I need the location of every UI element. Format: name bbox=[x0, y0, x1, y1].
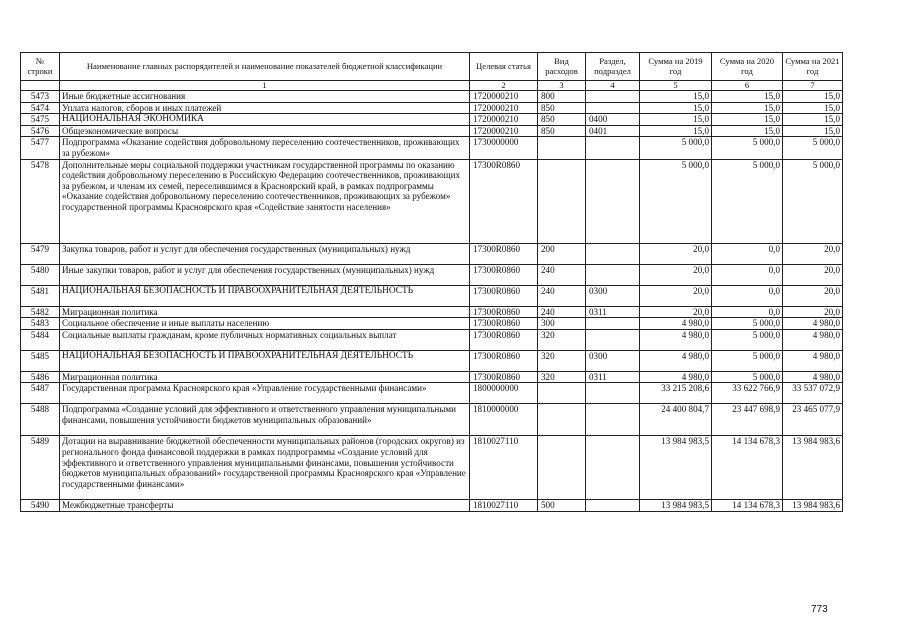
header-num bbox=[21, 53, 60, 81]
table-row bbox=[21, 264, 843, 285]
header-sum-2020-label: Сумма на 2020 год bbox=[719, 55, 775, 76]
row-expense-type: 320 bbox=[538, 371, 586, 383]
row-sum-2020: 5 000,0 bbox=[712, 350, 783, 371]
row-target-code: 17300R0860 bbox=[470, 243, 538, 264]
row-sum-2019: 20,0 bbox=[640, 243, 712, 264]
header-sum-2021-label: Сумма на 2021 год bbox=[785, 55, 840, 76]
row-name: Уплата налогов, сборов и иных платежей bbox=[60, 102, 470, 114]
table-row bbox=[21, 243, 843, 264]
table-row bbox=[21, 137, 843, 159]
header-name-label: Наименование главных распорядителей и наименование показателей бюджетной классификации bbox=[86, 60, 443, 71]
row-name: НАЦИОНАЛЬНАЯ БЕЗОПАСНОСТЬ И ПРАВООХРАНИТЕЛЬНАЯ ДЕЯТЕЛЬНОСТЬ bbox=[60, 285, 470, 306]
row-number: 5482 bbox=[21, 306, 60, 318]
header-num-label: № строки bbox=[27, 55, 53, 76]
header-sum-2019 bbox=[640, 53, 712, 81]
table-row bbox=[21, 102, 843, 114]
row-sum-2021: 13 984 983,6 bbox=[783, 500, 843, 512]
row-expense-type: 200 bbox=[538, 243, 586, 264]
header-razd-label: Раздел, подраздел bbox=[594, 55, 631, 76]
table-row bbox=[21, 383, 843, 404]
row-sum-2019: 13 984 983,5 bbox=[640, 500, 712, 512]
row-sum-2021: 33 537 072,9 bbox=[783, 383, 843, 404]
row-target-code: 17300R0860 bbox=[470, 306, 538, 318]
row-section: 0311 bbox=[586, 306, 640, 318]
column-index-cell bbox=[21, 81, 60, 91]
row-sum-2019: 15,0 bbox=[640, 114, 712, 126]
header-vid bbox=[538, 53, 586, 81]
row-number: 5474 bbox=[21, 102, 60, 114]
column-index-cell: 1 bbox=[60, 81, 470, 91]
row-sum-2019: 20,0 bbox=[640, 264, 712, 285]
row-name: НАЦИОНАЛЬНАЯ БЕЗОПАСНОСТЬ И ПРАВООХРАНИТЕЛЬНАЯ ДЕЯТЕЛЬНОСТЬ bbox=[60, 350, 470, 371]
row-sum-2019: 15,0 bbox=[640, 125, 712, 137]
row-sum-2021: 15,0 bbox=[783, 91, 843, 103]
row-expense-type: 850 bbox=[538, 114, 586, 126]
table-body bbox=[21, 91, 843, 512]
row-target-code: 17300R0860 bbox=[470, 285, 538, 306]
row-sum-2020: 0,0 bbox=[712, 243, 783, 264]
row-number: 5489 bbox=[21, 436, 60, 500]
column-index-cell: 5 bbox=[640, 81, 712, 91]
row-sum-2020: 5 000,0 bbox=[712, 137, 783, 159]
row-sum-2020: 15,0 bbox=[712, 102, 783, 114]
row-section: 0400 bbox=[586, 114, 640, 126]
table-row bbox=[21, 306, 843, 318]
row-expense-type: 500 bbox=[538, 500, 586, 512]
row-name: Общеэкономические вопросы bbox=[60, 125, 470, 137]
row-target-code: 17300R0860 bbox=[470, 350, 538, 371]
column-index-cell: 2 bbox=[470, 81, 538, 91]
row-section bbox=[586, 264, 640, 285]
row-sum-2020: 5 000,0 bbox=[712, 329, 783, 350]
header-code bbox=[470, 53, 538, 81]
column-index-cell: 4 bbox=[586, 81, 640, 91]
row-sum-2020: 23 447 698,9 bbox=[712, 404, 783, 436]
row-expense-type bbox=[538, 404, 586, 436]
row-expense-type: 240 bbox=[538, 264, 586, 285]
row-sum-2021: 15,0 bbox=[783, 125, 843, 137]
row-sum-2019: 4 980,0 bbox=[640, 371, 712, 383]
row-sum-2021: 13 984 983,6 bbox=[783, 436, 843, 500]
row-section: 0300 bbox=[586, 285, 640, 306]
row-section bbox=[586, 318, 640, 330]
row-expense-type: 300 bbox=[538, 318, 586, 330]
row-sum-2020: 0,0 bbox=[712, 306, 783, 318]
row-sum-2020: 0,0 bbox=[712, 285, 783, 306]
row-sum-2019: 33 215 208,6 bbox=[640, 383, 712, 404]
row-expense-type bbox=[538, 383, 586, 404]
row-expense-type: 240 bbox=[538, 306, 586, 318]
row-sum-2021: 5 000,0 bbox=[783, 159, 843, 243]
row-name: Подпрограмма «Оказание содействия добровольному переселению соотечественников, проживающих за рубежом» bbox=[60, 137, 470, 159]
row-section: 0311 bbox=[586, 371, 640, 383]
row-expense-type: 850 bbox=[538, 102, 586, 114]
row-name: Миграционная политика bbox=[60, 371, 470, 383]
row-sum-2019: 15,0 bbox=[640, 91, 712, 103]
row-number: 5476 bbox=[21, 125, 60, 137]
row-name: Дополнительные меры социальной поддержки участникам государственной программы по оказанию содействия добровольному переселению в Российскую Федерацию соотечественников, проживающих за рубежом, и членам их семей, переселившимся в Красноярский край, в рамках подпрограммы «Оказание содействия добровольному переселению соотечественников, проживающих за рубежом» государственной программы Красноярского края «Содействие занятости населения» bbox=[60, 159, 470, 243]
row-number: 5484 bbox=[21, 329, 60, 350]
table-row bbox=[21, 371, 843, 383]
row-sum-2019: 4 980,0 bbox=[640, 329, 712, 350]
row-target-code: 1730000000 bbox=[470, 137, 538, 159]
row-sum-2020: 33 622 766,9 bbox=[712, 383, 783, 404]
row-section bbox=[586, 91, 640, 103]
row-number: 5478 bbox=[21, 159, 60, 243]
row-number: 5486 bbox=[21, 371, 60, 383]
row-sum-2019: 4 980,0 bbox=[640, 318, 712, 330]
row-section: 0401 bbox=[586, 125, 640, 137]
row-target-code: 17300R0860 bbox=[470, 159, 538, 243]
row-sum-2020: 15,0 bbox=[712, 125, 783, 137]
row-target-code: 1810027110 bbox=[470, 500, 538, 512]
row-name: Государственная программа Красноярского края «Управление государственными финансами» bbox=[60, 383, 470, 404]
row-section bbox=[586, 383, 640, 404]
row-name: Социальные выплаты гражданам, кроме публичных нормативных социальных выплат bbox=[60, 329, 470, 350]
row-name: НАЦИОНАЛЬНАЯ ЭКОНОМИКА bbox=[60, 114, 470, 126]
row-sum-2021: 20,0 bbox=[783, 285, 843, 306]
row-sum-2020: 14 134 678,3 bbox=[712, 500, 783, 512]
table-row bbox=[21, 318, 843, 330]
row-expense-type bbox=[538, 436, 586, 500]
row-sum-2019: 5 000,0 bbox=[640, 159, 712, 243]
row-sum-2020: 5 000,0 bbox=[712, 159, 783, 243]
table-row bbox=[21, 500, 843, 512]
column-index-cell: 6 bbox=[712, 81, 783, 91]
header-vid-label: Вид расходов bbox=[545, 55, 578, 76]
row-target-code: 1810027110 bbox=[470, 436, 538, 500]
row-section bbox=[586, 243, 640, 264]
row-number: 5479 bbox=[21, 243, 60, 264]
row-section bbox=[586, 404, 640, 436]
row-sum-2019: 15,0 bbox=[640, 102, 712, 114]
row-section bbox=[586, 137, 640, 159]
row-target-code: 17300R0860 bbox=[470, 371, 538, 383]
header-razd bbox=[586, 53, 640, 81]
row-number: 5487 bbox=[21, 383, 60, 404]
row-name: Подпрограмма «Создание условий для эффективного и ответственного управления муниципальными финансами, повышения устойчивости бюджетов муниципальных образований» bbox=[60, 404, 470, 436]
row-target-code: 17300R0860 bbox=[470, 318, 538, 330]
row-target-code: 1720000210 bbox=[470, 125, 538, 137]
row-sum-2021: 20,0 bbox=[783, 264, 843, 285]
row-target-code: 1810000000 bbox=[470, 404, 538, 436]
header-sum-2019-label: Сумма на 2019 год bbox=[648, 55, 703, 76]
table-row bbox=[21, 404, 843, 436]
row-sum-2019: 5 000,0 bbox=[640, 137, 712, 159]
row-expense-type bbox=[538, 159, 586, 243]
header-sum-2021 bbox=[783, 53, 843, 81]
row-number: 5488 bbox=[21, 404, 60, 436]
table-row bbox=[21, 329, 843, 350]
row-sum-2021: 23 465 077,9 bbox=[783, 404, 843, 436]
row-sum-2021: 4 980,0 bbox=[783, 350, 843, 371]
row-sum-2021: 15,0 bbox=[783, 114, 843, 126]
row-number: 5483 bbox=[21, 318, 60, 330]
table-row bbox=[21, 436, 843, 500]
row-section bbox=[586, 159, 640, 243]
row-name: Дотации на выравнивание бюджетной обеспеченности муниципальных районов (городских округов) из регионального фонда финансовой поддержки в рамках подпрограммы «Создание условий для эффективного и ответственного управления муниципальными финансами, повышения устойчивости бюджетов муниципальных образований» государственной программы Красноярского края «Управление государственными финансами» bbox=[60, 436, 470, 500]
row-expense-type: 320 bbox=[538, 350, 586, 371]
row-sum-2021: 4 980,0 bbox=[783, 329, 843, 350]
row-target-code: 1720000210 bbox=[470, 114, 538, 126]
row-section: 0300 bbox=[586, 350, 640, 371]
table-row bbox=[21, 350, 843, 371]
row-section bbox=[586, 436, 640, 500]
row-name: Межбюджетные трансферты bbox=[60, 500, 470, 512]
row-target-code: 1720000210 bbox=[470, 91, 538, 103]
header-name bbox=[60, 53, 470, 81]
row-sum-2020: 14 134 678,3 bbox=[712, 436, 783, 500]
row-name: Миграционная политика bbox=[60, 306, 470, 318]
row-expense-type: 850 bbox=[538, 125, 586, 137]
row-name: Иные бюджетные ассигнования bbox=[60, 91, 470, 103]
row-number: 5480 bbox=[21, 264, 60, 285]
row-sum-2021: 20,0 bbox=[783, 306, 843, 318]
row-expense-type: 320 bbox=[538, 329, 586, 350]
row-name: Социальное обеспечение и иные выплаты населению bbox=[60, 318, 470, 330]
row-number: 5473 bbox=[21, 91, 60, 103]
row-expense-type bbox=[538, 137, 586, 159]
column-index-cell: 3 bbox=[538, 81, 586, 91]
row-sum-2021: 5 000,0 bbox=[783, 137, 843, 159]
header-row bbox=[21, 53, 843, 81]
row-expense-type: 240 bbox=[538, 285, 586, 306]
row-section bbox=[586, 500, 640, 512]
row-sum-2021: 15,0 bbox=[783, 102, 843, 114]
row-sum-2019: 20,0 bbox=[640, 306, 712, 318]
page-number: 773 bbox=[811, 604, 828, 615]
row-number: 5477 bbox=[21, 137, 60, 159]
row-number: 5481 bbox=[21, 285, 60, 306]
row-sum-2020: 5 000,0 bbox=[712, 318, 783, 330]
row-section bbox=[586, 102, 640, 114]
row-number: 5475 bbox=[21, 114, 60, 126]
row-sum-2021: 4 980,0 bbox=[783, 371, 843, 383]
row-name: Иные закупки товаров, работ и услуг для обеспечения государственных (муниципальных) нужд bbox=[60, 264, 470, 285]
row-target-code: 1720000210 bbox=[470, 102, 538, 114]
column-index-cell: 7 bbox=[783, 81, 843, 91]
table-row bbox=[21, 159, 843, 243]
table-row bbox=[21, 125, 843, 137]
row-sum-2020: 15,0 bbox=[712, 91, 783, 103]
header-sum-2020 bbox=[712, 53, 783, 81]
row-sum-2019: 20,0 bbox=[640, 285, 712, 306]
budget-table bbox=[20, 52, 843, 512]
row-sum-2019: 24 400 804,7 bbox=[640, 404, 712, 436]
row-number: 5490 bbox=[21, 500, 60, 512]
header-code-label: Целевая статья bbox=[476, 60, 531, 71]
row-sum-2019: 13 984 983,5 bbox=[640, 436, 712, 500]
row-sum-2021: 20,0 bbox=[783, 243, 843, 264]
row-name: Закупка товаров, работ и услуг для обеспечения государственных (муниципальных) нужд bbox=[60, 243, 470, 264]
row-sum-2021: 4 980,0 bbox=[783, 318, 843, 330]
table-row bbox=[21, 285, 843, 306]
row-section bbox=[586, 329, 640, 350]
row-number: 5485 bbox=[21, 350, 60, 371]
row-expense-type: 800 bbox=[538, 91, 586, 103]
row-target-code: 17300R0860 bbox=[470, 264, 538, 285]
row-target-code: 17300R0860 bbox=[470, 329, 538, 350]
row-sum-2020: 5 000,0 bbox=[712, 371, 783, 383]
row-sum-2019: 4 980,0 bbox=[640, 350, 712, 371]
row-sum-2020: 15,0 bbox=[712, 114, 783, 126]
table-row bbox=[21, 114, 843, 126]
row-sum-2020: 0,0 bbox=[712, 264, 783, 285]
row-target-code: 1800000000 bbox=[470, 383, 538, 404]
column-index-row bbox=[21, 81, 843, 91]
table-row bbox=[21, 91, 843, 103]
